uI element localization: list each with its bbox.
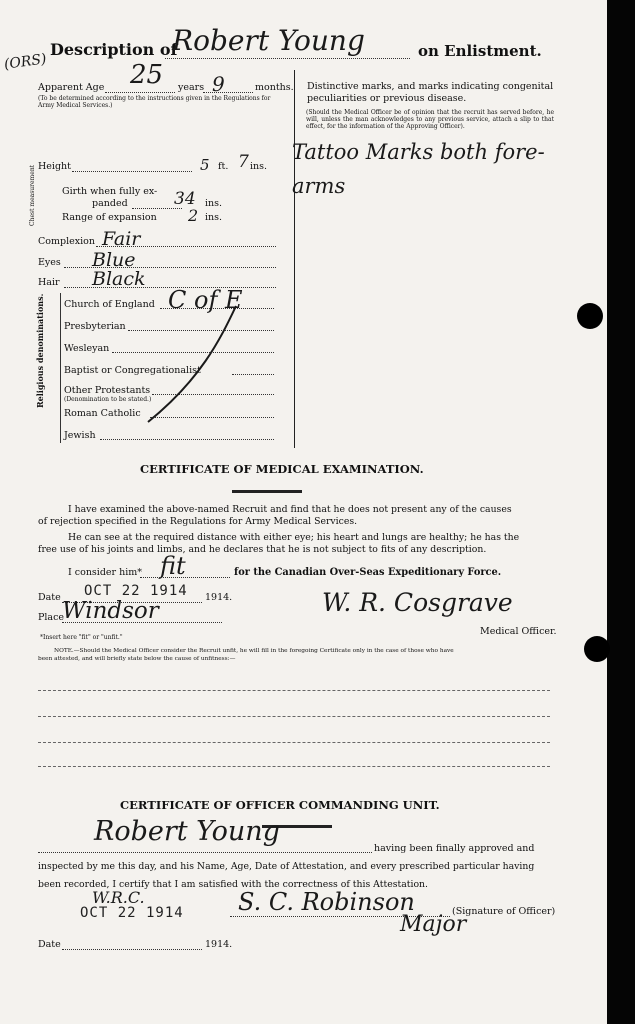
denomination-row: Presbyterian — [64, 321, 126, 332]
medical-officer-signature: W. R. Cosgrave — [322, 588, 513, 617]
title-suffix: on Enlistment. — [418, 42, 542, 60]
medical-para1-line2: of rejection specified in the Regulations for Army Medical Services. — [38, 516, 358, 527]
denomination-line — [100, 439, 274, 440]
place-label: Place — [38, 612, 65, 623]
other-protestants-note: (Denomination to be stated.) — [64, 396, 152, 403]
initials-mark: W.R.C. — [92, 888, 145, 907]
girth-value: 34 — [174, 189, 196, 209]
scan-edge — [607, 0, 635, 1024]
girth-label-2: panded — [92, 198, 128, 209]
unfitness-line — [38, 690, 550, 691]
consider-suffix: for the Canadian Over-Seas Expeditionary Force. — [234, 567, 502, 578]
heading-rule — [232, 490, 302, 493]
medical-officer-title: Medical Officer. — [480, 626, 557, 637]
denomination-row: Baptist or Congregationalist — [64, 365, 201, 376]
height-label: Height — [38, 161, 71, 172]
commanding-name-value: Robert Young — [94, 816, 280, 847]
commanding-officer-signature: S. C. Robinson — [238, 888, 415, 916]
commanding-date-line — [62, 949, 202, 950]
commanding-line2: inspected by me this day, and his Name, Age, Date of Attestation, and every prescribed particular having — [38, 861, 535, 872]
years-label: years — [178, 82, 205, 93]
girth-unit: ins. — [205, 198, 223, 209]
hair-label: Hair — [38, 277, 60, 288]
height-ins-value: 7 — [238, 152, 249, 172]
age-label: Apparent Age — [38, 82, 105, 93]
range-value: 2 — [188, 206, 199, 225]
date-stamp: OCT 22 1914 — [84, 583, 188, 599]
commanding-date-year: 1914. — [205, 939, 233, 950]
medical-para2-line1: He can see at the required distance with either eye; his heart and lungs are healthy; he has the — [68, 532, 520, 543]
consider-line — [140, 577, 230, 578]
date-year: 1914. — [205, 592, 233, 603]
religion-side-label: Religious denominations. — [35, 293, 45, 408]
medical-para1-line1: I have examined the above-named Recruit and find that he does not present any of the causes — [68, 504, 512, 515]
medical-para2-line2: free use of his joints and limbs, and he declares that he is not subject to fits of any description. — [38, 544, 487, 555]
age-years-value: 25 — [130, 60, 164, 90]
title-prefix: Description of — [50, 40, 178, 59]
months-label: months. — [255, 82, 294, 93]
unfitness-line — [38, 742, 550, 743]
marks-line-2: arms — [292, 174, 346, 198]
commanding-date-label: Date — [38, 939, 61, 950]
range-label: Range of expansion — [62, 212, 157, 223]
religion-pen-stroke — [140, 300, 250, 430]
commanding-line3: been recorded, I certify that I am satisfied with the correctness of this Attestation. — [38, 879, 429, 890]
unfitness-line — [38, 766, 550, 767]
margin-note: (ORS) — [3, 51, 48, 73]
complexion-label: Complexion — [38, 236, 95, 247]
height-line — [72, 171, 192, 172]
eyes-value: Blue — [92, 249, 136, 271]
date-label: Date — [38, 592, 61, 603]
signature-label: (Signature of Officer) — [452, 906, 556, 917]
denomination-row: Wesleyan — [64, 343, 110, 354]
commanding-line1-suffix: having been finally approved and — [374, 843, 535, 854]
marks-heading-1: Distinctive marks, and marks indicating congenital — [307, 81, 554, 92]
chest-side-label: Chest measurement — [29, 164, 36, 226]
marks-line-1: Tattoo Marks both fore- — [292, 140, 545, 164]
recruit-name-handwritten: Robert Young — [172, 24, 365, 57]
age-note: (To be determined according to the instructions given in the Regulations for Army Medical Services.) — [38, 95, 271, 109]
height-ft-value: 5 — [200, 156, 210, 174]
commanding-heading: CERTIFICATE OF OFFICER COMMANDING UNIT. — [120, 798, 440, 812]
punch-hole — [584, 636, 610, 662]
medical-heading: CERTIFICATE OF MEDICAL EXAMINATION. — [140, 462, 424, 476]
punch-hole — [577, 303, 603, 329]
marks-heading-2: peculiarities or previous disease. — [307, 93, 467, 104]
complexion-line — [96, 246, 276, 247]
consider-value: fit — [160, 552, 186, 580]
religion-bracket — [60, 293, 61, 443]
note-line-2: been attested, and will briefly state below the cause of unfitness:— — [38, 656, 236, 662]
girth-label-1: Girth when fully ex- — [62, 186, 158, 197]
denomination-row: Roman Catholic — [64, 408, 141, 419]
ft-label: ft. — [218, 161, 229, 172]
commanding-name-line — [38, 852, 372, 853]
place-line — [62, 622, 222, 623]
name-line — [165, 58, 410, 59]
rank-value: Major — [400, 912, 467, 937]
consider-label: I consider him* — [68, 567, 143, 578]
commanding-date-stamp: OCT 22 1914 — [80, 905, 184, 921]
age-years-line — [105, 92, 175, 93]
note-line-1: NOTE.—Should the Medical Officer consider the Recruit unfit, he will fill in the foregoing Certificate only in the case of those who have — [54, 648, 454, 654]
marks-note: (Should the Medical Officer be of opinion that the recruit has served before, he will, unless the man acknowledges to any previous service, attach a slip to that effect, for the information of the Approving Officer). — [306, 109, 554, 130]
unfitness-line — [38, 716, 550, 717]
denomination-row: Church of England — [64, 299, 155, 310]
ins-label: ins. — [250, 161, 268, 172]
column-divider — [294, 70, 295, 448]
complexion-value: Fair — [102, 228, 141, 250]
denomination-row: Jewish — [64, 430, 96, 441]
age-months-value: 9 — [212, 72, 225, 96]
hair-value: Black — [92, 268, 146, 290]
religion-value: C of E — [168, 286, 243, 314]
place-value: Windsor — [62, 598, 159, 624]
footnote: *Insert here "fit" or "unfit." — [40, 634, 123, 641]
denomination-row: Other Protestants — [64, 385, 151, 396]
age-months-line — [203, 92, 253, 93]
range-unit: ins. — [205, 212, 223, 223]
eyes-label: Eyes — [38, 257, 61, 268]
